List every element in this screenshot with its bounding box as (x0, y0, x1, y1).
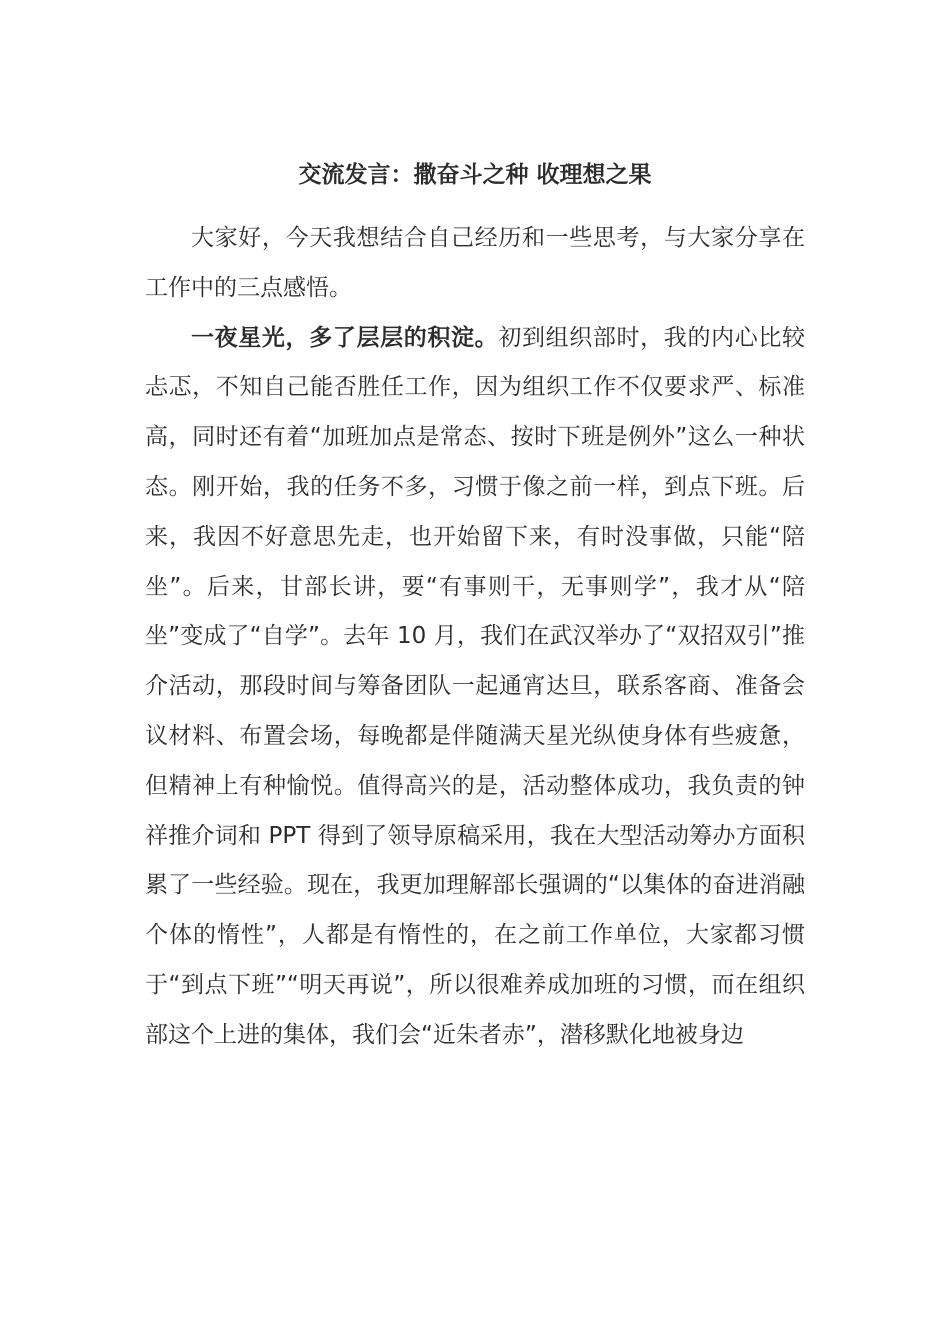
document-title: 交流发言：撒奋斗之种 收理想之果 (298, 162, 652, 188)
paragraph-lead-heading: 一夜星光，多了层层的积淀。 (191, 324, 499, 351)
paragraph-intro-text: 大家好，今天我想结合自己经历和一些思考，与大家分享在工作中的三点感悟。 (145, 225, 805, 301)
document-body (145, 214, 805, 1061)
paragraph-intro (145, 214, 805, 314)
paragraph-first-insight-text: 初到组织部时，我的内心比较忐忑，不知自己能否胜任工作，因为组织工作不仅要求严、标准高，同时还有着“加班加点是常态、按时下班是例外”这么一种状态。刚开始，我的任务不多，习惯于像之前一样，到点下班。后来，我因不好意思先走，也开始留下来，有时没事做，只能“陪坐”。后来，甘部长讲，要“有事则干，无事则学”，我才从“陪坐”变成了“自学”。去年 10 月，我们在武汉举办了“双招双引”推介活动，那段时间与筹备团队一起通宵达旦，联系客商、准备会议材料、布置会场，每晚都是伴随满天星光纵使身体有些疲惫，但精神上有种愉悦。值得高兴的是，活动整体成功，我负责的钟祥推介词和 PPT 得到了领导原稿采用，我在大型活动筹办方面积累了一些经验。现在，我更加理解部长强调的“以集体的奋进消融个体的惰性”，人都是有惰性的，在之前工作单位，大家都习惯于“到点下班”“明天再说”，所以很难养成加班的习惯，而在组织部这个上进的集体，我们会“近朱者赤”，潜移默化地被身边 (145, 324, 806, 1048)
paragraph-first-insight (145, 314, 805, 1061)
